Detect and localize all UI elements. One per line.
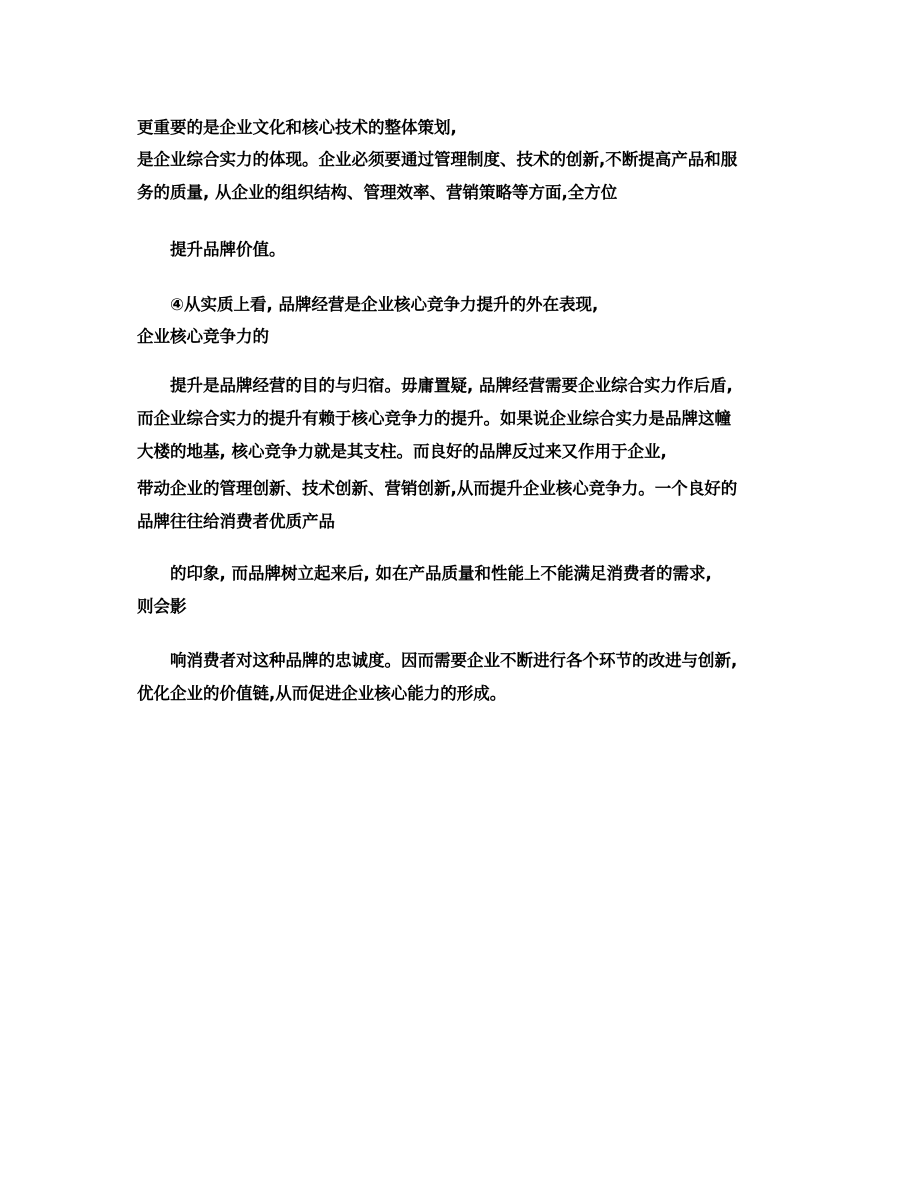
text-line-4: 提升品牌价值。 xyxy=(170,240,286,259)
text-line-7: 提升是品牌经营的目的与归宿。毋庸置疑, 品牌经营需要企业综合实力作后盾, xyxy=(170,376,733,395)
text-line-8: 而企业综合实力的提升有赖于核心竞争力的提升。如果说企业综合实力是品牌这幢 xyxy=(137,409,731,428)
text-line-3: 务的质量, 从企业的组织结构、管理效率、营销策略等方面,全方位 xyxy=(137,183,618,202)
text-line-13: 则会影 xyxy=(137,597,187,616)
text-line-5: ④从实质上看, 品牌经营是企业核心竞争力提升的外在表现, xyxy=(170,295,599,314)
text-line-10: 带动企业的管理创新、技术创新、营销创新,从而提升企业核心竞争力。一个良好的 xyxy=(137,479,738,498)
text-line-12: 的印象, 而品牌树立起来后, 如在产品质量和性能上不能满足消费者的需求, xyxy=(170,564,712,583)
text-line-14: 响消费者对这种品牌的忠诚度。因而需要企业不断进行各个环节的改进与创新, xyxy=(170,651,738,670)
text-line-2: 是企业综合实力的体现。企业必须要通过管理制度、技术的创新,不断提高产品和服 xyxy=(137,150,738,169)
text-line-9: 大楼的地基, 核心竞争力就是其支柱。而良好的品牌反过来又作用于企业, xyxy=(137,442,667,461)
text-line-1: 更重要的是企业文化和核心技术的整体策划, xyxy=(137,118,457,137)
text-line-6: 企业核心竞争力的 xyxy=(137,327,269,346)
text-line-15: 优化企业的价值链,从而促进企业核心能力的形成。 xyxy=(137,684,507,703)
text-line-11: 品牌往往给消费者优质产品 xyxy=(137,512,335,531)
